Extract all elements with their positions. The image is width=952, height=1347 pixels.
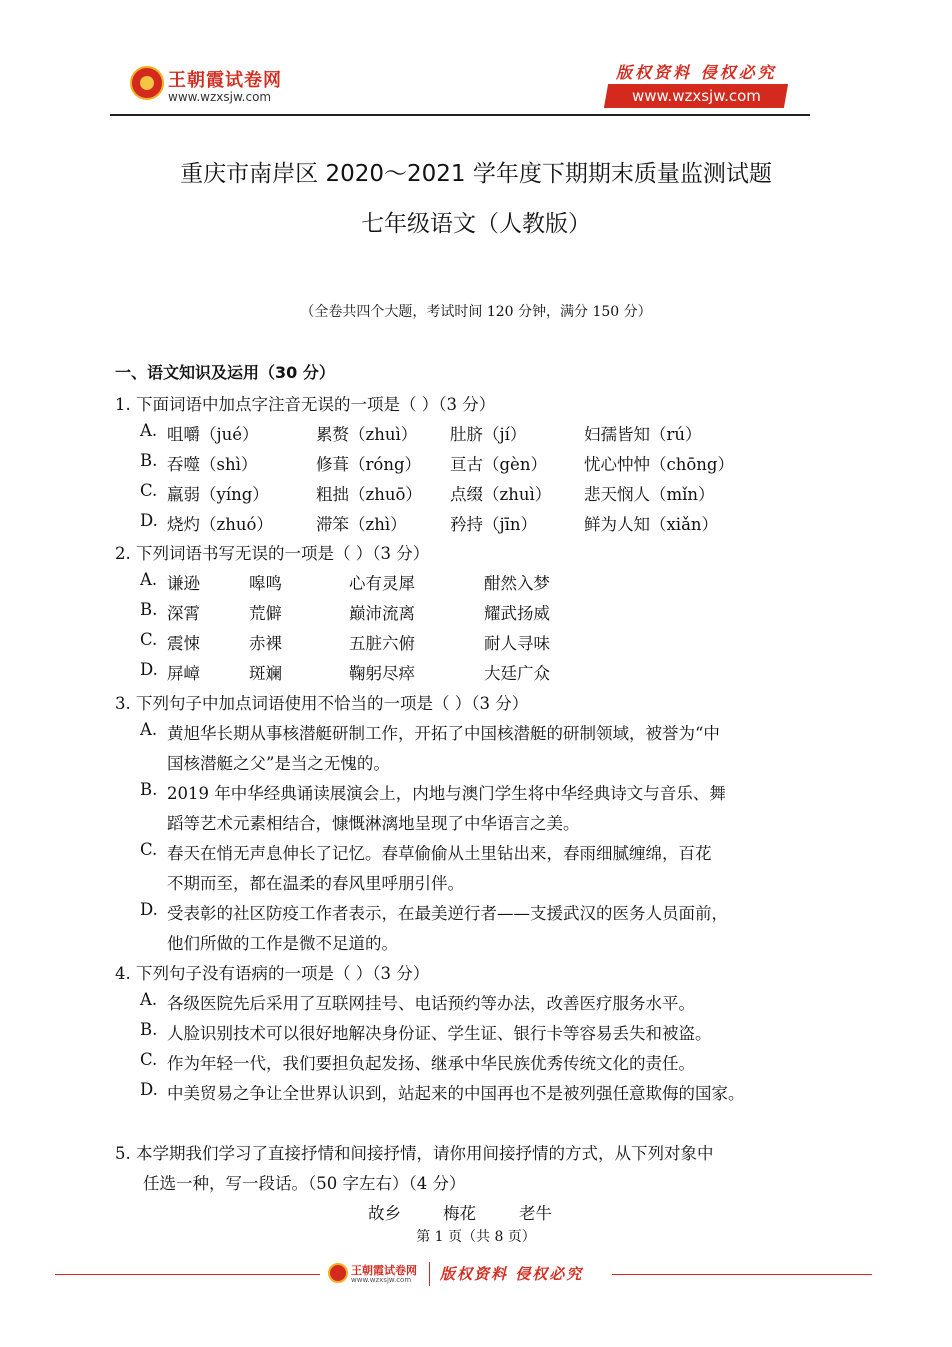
option-word: 大廷广众 [484,664,550,683]
footer-logo-url: www.wzxsjw.com [351,1276,412,1284]
option-text: 受表彰的社区防疫工作者表示，在最美逆行者——支援武汉的医务人员面前， [167,904,728,923]
option-word: 亘古（gèn） [450,455,547,474]
option-letter: B. [140,780,158,799]
option-text: 人脸识别技术可以很好地解决身份证、学生证、银行卡等容易丢失和被盗。 [167,1024,712,1043]
option-word: 屏嶂 [167,664,200,683]
option-word: 深霄 [167,604,200,623]
option-text: 春天在悄无声息伸长了记忆。春草偷偷从土里钻出来，春雨细腻缠绵，百花 [167,844,712,863]
footer-rule-left [55,1274,320,1275]
option-word: 吞噬（shì） [167,455,258,474]
option-word: 忧心忡忡（chōng） [584,455,734,474]
question-5-item: 老牛 [519,1204,552,1223]
option-word: 粗拙（zhuō） [316,485,422,504]
question-5-item: 故乡 [368,1204,401,1223]
page-number: 第 1 页（共 8 页） [416,1229,536,1245]
option-letter: D. [140,900,158,919]
site-logo-url: www.wzxsjw.com [168,90,272,104]
option-text: 黄旭华长期从事核潜艇研制工作，开拓了中国核潜艇的研制领域，被誉为“中 [167,724,720,743]
option-word: 谦逊 [167,574,200,593]
option-letter: C. [140,840,158,859]
option-text: 作为年轻一代，我们要担负起发扬、继承中华民族优秀传统文化的责任。 [167,1054,695,1073]
option-word: 酣然入梦 [484,574,550,593]
option-text: 2019 年中华经典诵读展演会上，内地与澳门学生将中华经典诗文与音乐、舞 [167,784,726,803]
option-word: 耐人寻味 [484,634,550,653]
header-divider [110,114,810,116]
question-5-stem: 5. 本学期我们学习了直接抒情和间接抒情，请你用间接抒情的方式，从下列对象中 [115,1144,714,1163]
option-word: 震悚 [167,634,200,653]
footer-logo-name: 王朝霞试卷网 [351,1264,417,1277]
option-letter: A. [140,570,158,589]
exam-title: 重庆市南岸区 2020～2021 学年度下期期末质量监测试题 [180,161,772,187]
option-text-continued: 不期而至，都在温柔的春风里呼朋引伴。 [167,874,464,893]
option-word: 鞠躬尽瘁 [349,664,415,683]
option-word: 嗥鸣 [249,574,282,593]
option-word: 肚脐（jí） [450,425,527,444]
option-word: 鲜为人知（xiǎn） [584,515,719,534]
question-3-stem: 3. 下列句子中加点词语使用不恰当的一项是（ ）（3 分） [115,694,529,713]
question-5-item: 梅花 [443,1204,476,1223]
option-word: 矜持（jīn） [450,515,538,534]
site-logo-name: 王朝霞试卷网 [168,70,282,91]
exam-subtitle: 七年级语文（人教版） [361,211,591,237]
footer-rule-right [612,1274,872,1275]
option-word: 妇孺皆知（rú） [584,425,702,444]
option-letter: C. [140,630,158,649]
option-letter: B. [140,1020,158,1039]
option-word: 荒僻 [249,604,282,623]
option-letter: B. [140,451,158,470]
option-text-continued: 国核潜艇之父”是当之无愧的。 [167,754,390,773]
question-4-stem: 4. 下列句子没有语病的一项是（ ）（3 分） [115,964,430,983]
option-letter: B. [140,600,158,619]
site-url-banner [604,84,788,108]
option-word: 咀嚼（jué） [167,425,259,444]
option-word: 滞笨（zhì） [316,515,407,534]
option-word: 心有灵犀 [349,574,415,593]
option-text: 中美贸易之争让全世界认识到，站起来的中国再也不是被列强任意欺侮的国家。 [167,1084,745,1103]
option-text: 各级医院先后采用了互联网挂号、电话预约等办法，改善医疗服务水平。 [167,994,695,1013]
section-heading: 一、语文知识及运用（30 分） [115,363,335,382]
site-logo-emblem [130,66,164,100]
option-word: 五脏六俯 [349,634,415,653]
option-word: 悲天悯人（mǐn） [584,485,715,504]
footer-slogan: 版权资料 侵权必究 [440,1265,584,1283]
option-text-continued: 他们所做的工作是微不足道的。 [167,934,398,953]
footer-logo-emblem [328,1263,348,1283]
footer-divider [429,1262,430,1286]
option-word: 羸弱（yíng） [167,485,269,504]
site-url-banner-text: www.wzxsjw.com [631,87,761,105]
option-letter: A. [140,421,158,440]
option-word: 巅沛流离 [349,604,415,623]
exam-note: （全卷共四个大题，考试时间 120 分钟，满分 150 分） [300,304,652,320]
copyright-slogan: 版权资料 侵权必究 [616,63,777,82]
option-word: 烧灼（zhuó） [167,515,273,534]
option-word: 赤裸 [249,634,282,653]
option-letter: D. [140,511,158,530]
option-word: 斑斓 [249,664,282,683]
question-5-stem-continued: 任选一种，写一段话。（50 字左右）（4 分） [143,1174,466,1193]
option-word: 点缀（zhuì） [450,485,552,504]
option-letter: C. [140,481,158,500]
option-letter: A. [140,990,158,1009]
option-letter: D. [140,1080,158,1099]
question-2-stem: 2. 下列词语书写无误的一项是（ ）（3 分） [115,544,430,563]
option-word: 耀武扬威 [484,604,550,623]
option-letter: D. [140,660,158,679]
option-letter: A. [140,720,158,739]
option-text-continued: 蹈等艺术元素相结合，慷慨淋漓地呈现了中华语言之美。 [167,814,580,833]
option-word: 累赘（zhuì） [316,425,418,444]
option-word: 修葺（róng） [316,455,422,474]
question-1-stem: 1. 下面词语中加点字注音无误的一项是（ ）（3 分） [115,395,496,414]
option-letter: C. [140,1050,158,1069]
